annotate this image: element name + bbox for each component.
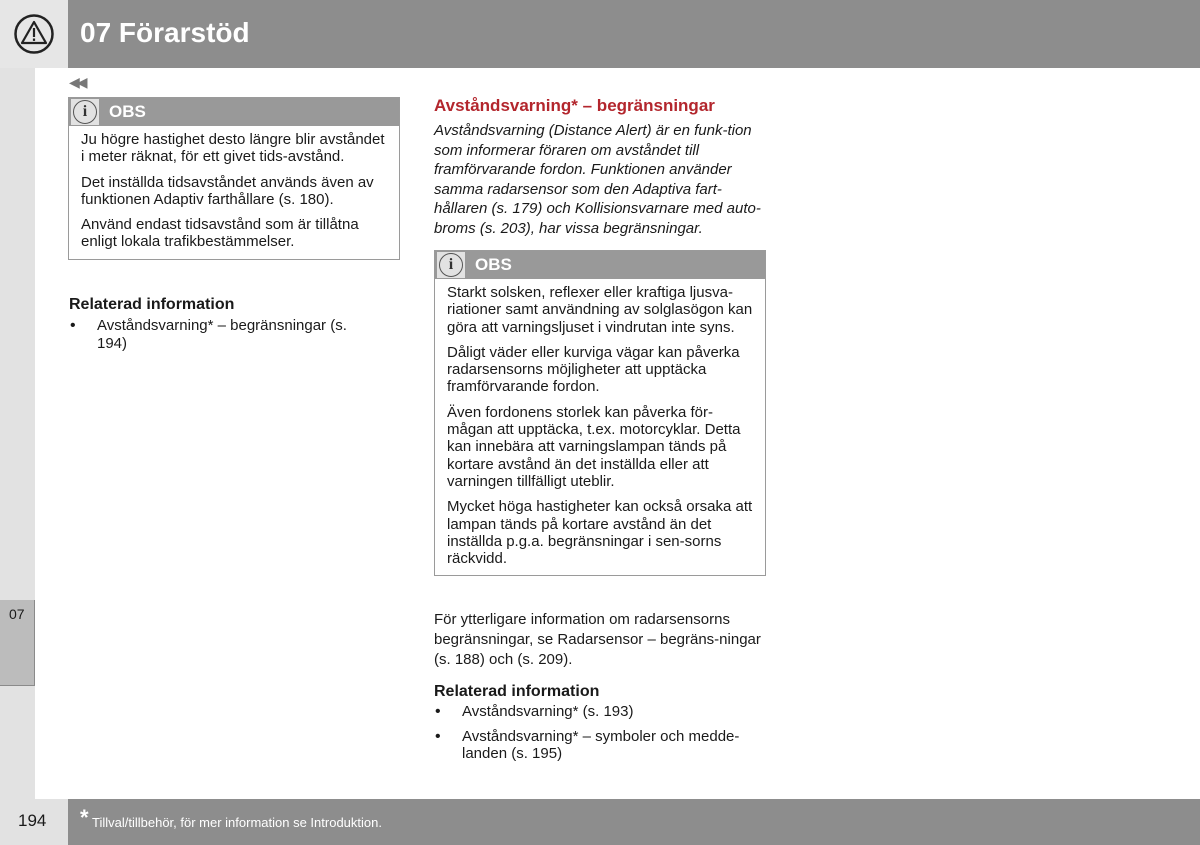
obs-paragraph: Ju högre hastighet desto längre blir avståndet i meter räknat, för ett givet tids-avstånd. — [81, 131, 385, 166]
obs-label: OBS — [109, 102, 146, 121]
footnote-star: * — [80, 805, 89, 830]
obs-label: OBS — [475, 255, 512, 274]
info-icon-box — [437, 252, 465, 278]
related-info-list — [69, 317, 379, 359]
obs-header — [435, 251, 765, 279]
obs-body — [435, 279, 765, 575]
obs-body — [69, 126, 399, 259]
page-footer — [0, 799, 1200, 845]
obs-note-box-right — [434, 250, 766, 576]
back-arrows-icon[interactable]: ◀◀ — [69, 74, 85, 90]
obs-paragraph: Det inställda tidsavståndet används även av funktionen Adaptiv farthållare (s. 180). — [81, 173, 374, 208]
obs-note-box-left — [68, 97, 400, 260]
related-info-link[interactable]: • Avståndsvarning* (s. 193) — [434, 703, 769, 721]
sidebar-upper — [0, 68, 35, 600]
page-number: 194 — [18, 811, 47, 830]
info-icon: i — [73, 100, 97, 124]
warning-triangle-icon — [14, 14, 54, 54]
chapter-title: 07 Förarstöd — [80, 17, 250, 48]
obs-paragraph: Använd endast tidsavstånd som är tillåtna enligt lokala trafikbestämmelser. — [81, 216, 359, 251]
obs-paragraph: Dåligt väder eller kurviga vägar kan påverka radarsensorns möjligheter att upptäcka framförvarande fordon. — [447, 343, 740, 396]
chapter-header — [0, 0, 1200, 68]
section-heading: Avståndsvarning* – begränsningar — [434, 96, 715, 115]
header-icon-box — [0, 0, 68, 68]
related-info-list — [434, 703, 769, 770]
related-info-title: Relaterad information — [434, 683, 600, 700]
obs-header — [69, 98, 399, 126]
sidebar-lower — [0, 686, 35, 799]
related-info-link[interactable]: • Avståndsvarning* – begränsningar (s. 194) — [69, 317, 379, 352]
footer-bar — [68, 799, 1200, 845]
section-intro: Avståndsvarning (Distance Alert) är en funk-tion som informerar föraren om avståndet till framförvarande fordon. Funktionen använder samma radarsensor som den Adaptiva fart-hållaren (s. 179) och Kollisionsvarnare med auto-broms (s. 203), har vissa begränsningar. — [434, 122, 761, 237]
chapter-tab[interactable] — [0, 600, 35, 686]
obs-paragraph: Mycket höga hastigheter kan också orsaka att lampan tänds på kortare avstånd än det inställda p.g.a. begränsningar i sen-sorns räckvidd. — [447, 498, 753, 568]
info-icon: i — [439, 253, 463, 277]
related-info-link[interactable]: • Avståndsvarning* – symboler och medde-landen (s. 195) — [434, 728, 769, 763]
chapter-tab-label: 07 — [9, 606, 25, 622]
info-icon-box — [71, 99, 99, 125]
page-number-box — [0, 799, 68, 845]
body-paragraph: För ytterligare information om radarsensorns begränsningar, se Radarsensor – begräns-ningar (s. 188) och (s. 209). — [434, 611, 761, 668]
obs-paragraph: Även fordonens storlek kan påverka för-mågan att upptäcka, t.ex. motorcyklar. Detta kan innebära att varningslampan tänds på kortare avstånd än det inställda eller att varningen tillfälligt uteblir. — [447, 403, 741, 490]
footnote-text: Tillval/tillbehör, för mer information se Introduktion. — [92, 815, 382, 830]
related-info-title: Relaterad information — [69, 296, 235, 313]
obs-paragraph: Starkt solsken, reflexer eller kraftiga ljusva-riationer samt användning av solglasögon kan göra att varningsljuset i vindrutan inte syns. — [447, 284, 753, 336]
